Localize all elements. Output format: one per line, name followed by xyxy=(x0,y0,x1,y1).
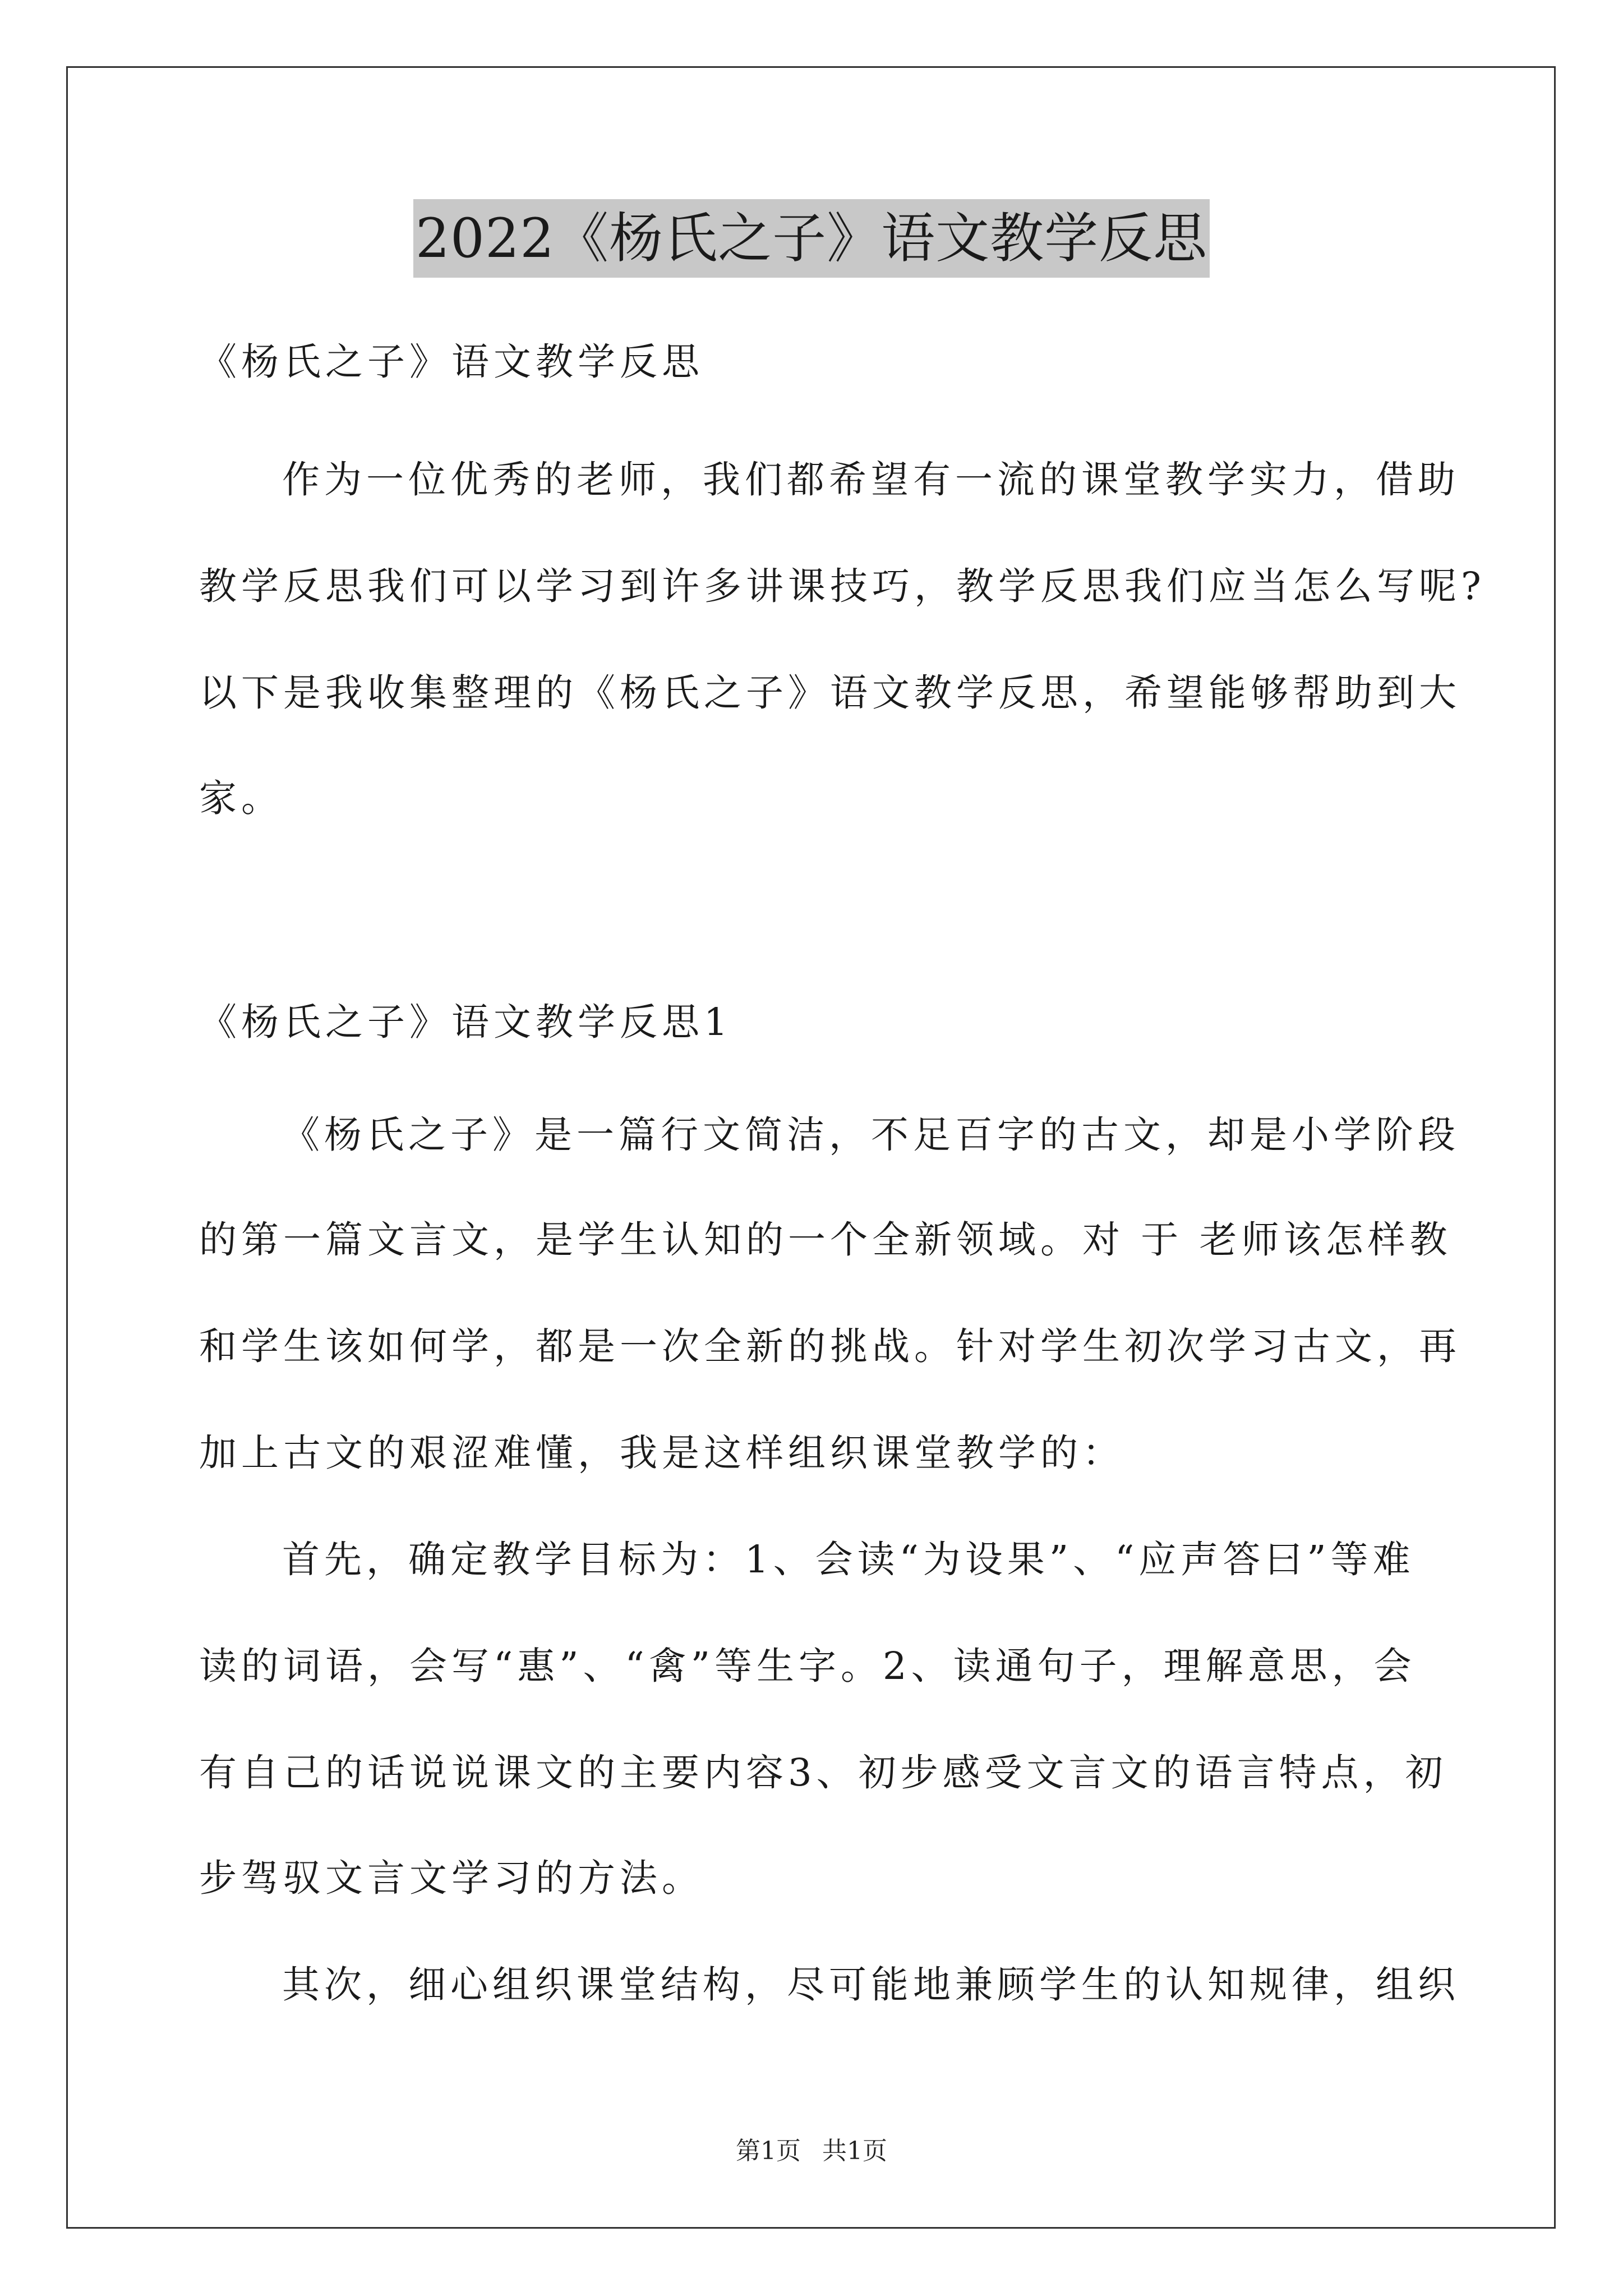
document-title: 2022《杨氏之子》语文教学反思 xyxy=(413,199,1210,278)
paragraph-line: 的第一篇文言文，是学生认知的一个全新领域。对 于 老师该怎样教 xyxy=(199,1218,1452,1262)
paragraph-line: 步驾驭文言文学习的方法。 xyxy=(199,1856,704,1900)
paragraph-line: 其次，细心组织课堂结构，尽可能地兼顾学生的认知规律，组织 xyxy=(282,1963,1460,2007)
paragraph-line: 家。 xyxy=(199,776,283,820)
section-heading: 《杨氏之子》语文教学反思 xyxy=(199,340,704,384)
section-heading: 《杨氏之子》语文教学反思1 xyxy=(199,1000,732,1044)
paragraph-line: 读的词语，会写“惠”、“禽”等生字。2、读通句子，理解意思，会 xyxy=(199,1644,1416,1688)
paragraph-line: 和学生该如何学，都是一次全新的挑战。针对学生初次学习古文，再 xyxy=(199,1324,1461,1368)
paragraph-line: 教学反思我们可以学习到许多讲课技巧，教学反思我们应当怎么写呢? xyxy=(199,564,1486,608)
paragraph-line: 首先，确定教学目标为：1、会读“为设果”、“应声答曰”等难 xyxy=(282,1538,1415,1581)
paragraph-line: 加上古文的艰涩难懂，我是这样组织课堂教学的： xyxy=(199,1431,1124,1475)
paragraph-line: 有自己的话说说课文的主要内容3、初步感受文言文的语言特点，初 xyxy=(199,1751,1447,1795)
page-number: 第1页 xyxy=(736,2137,801,2165)
paragraph-line: 《杨氏之子》是一篇行文简洁，不足百字的古文，却是小学阶段 xyxy=(282,1113,1460,1157)
page-footer xyxy=(0,2134,1623,2168)
paragraph-line: 作为一位优秀的老师，我们都希望有一流的课堂教学实力，借助 xyxy=(282,458,1460,501)
page-total: 共1页 xyxy=(822,2137,887,2165)
paragraph-line: 以下是我收集整理的《杨氏之子》语文教学反思，希望能够帮助到大 xyxy=(199,671,1461,715)
title-wrap xyxy=(0,199,1623,278)
